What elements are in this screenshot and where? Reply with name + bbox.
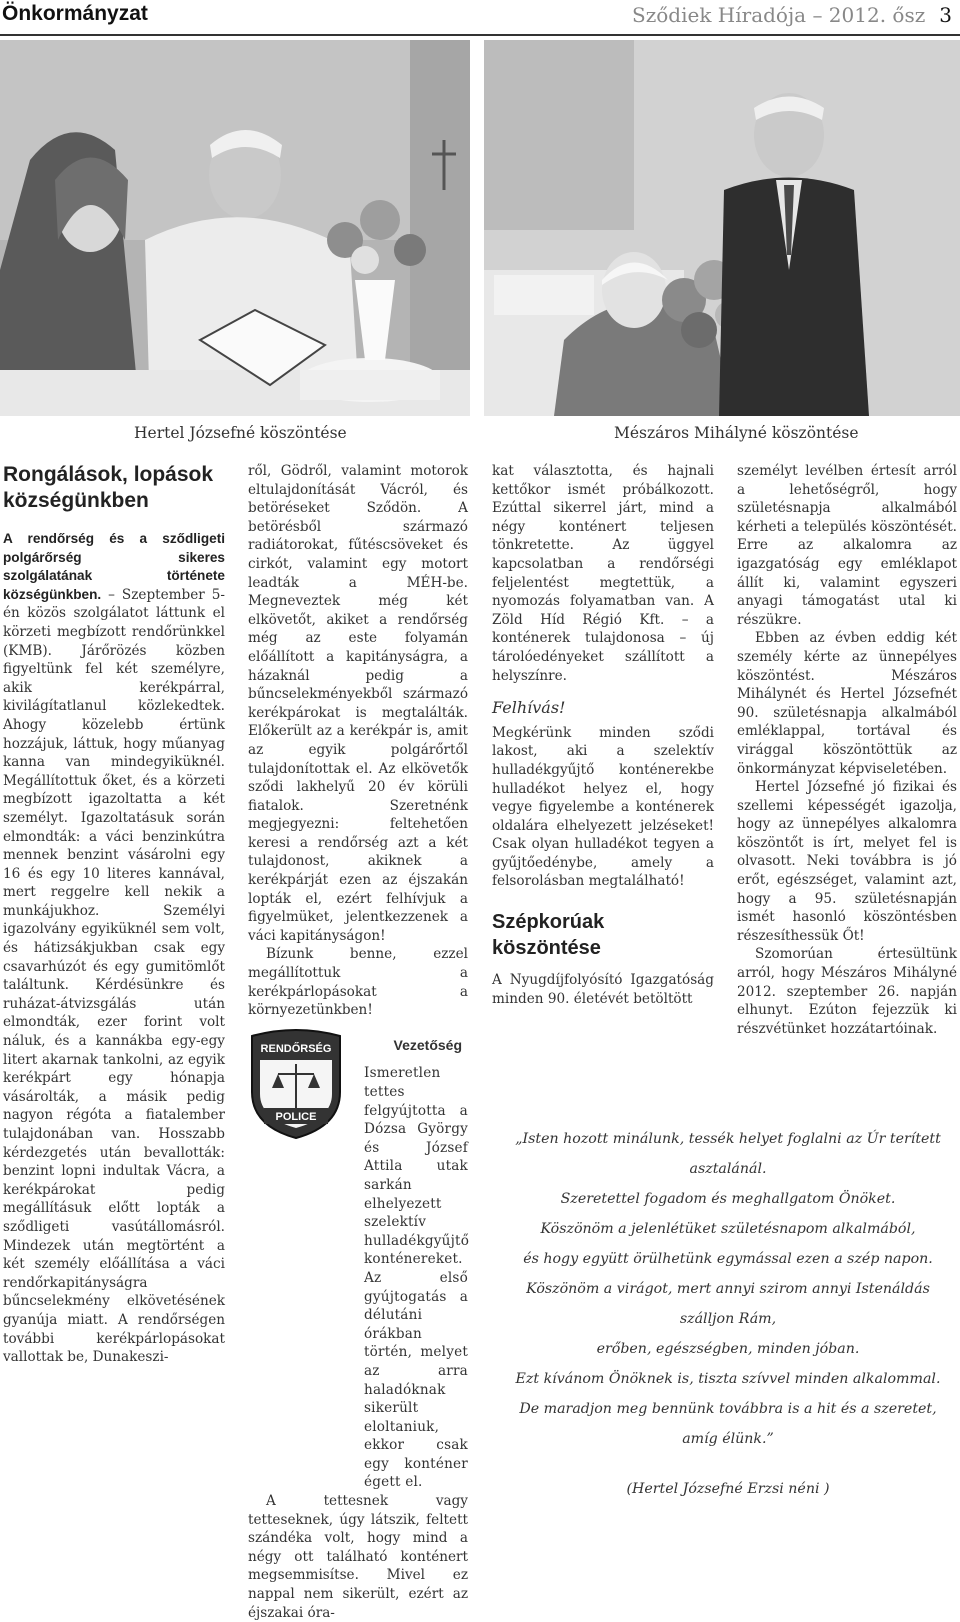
section-title: Önkormányzat — [2, 2, 148, 25]
article-text-col1: – Szeptember 5-én közös szolgálatot láttunk el körzeti megbízott rendőrünkkel (KMB). Járőrözés közben figyeltünk fel két személyre, akik kerékpárral, kivilágítatlanul közlekedtek. Ahogy közelebb értünk hozzájuk, láttuk, hogy műanyag kanna van mindegyiküknél. Megállítottuk őket, és a körzeti megbízott igazoltatta a két személyt. Igazoltatásuk során elmondták: a váci benzinkútra mennek benzint vásárolni egy 16 és egy 10 literes kannával, mert reggelre kell nekik a munkájukhoz. Személyi igazolvány egyiküknél sem volt, és hátizsákjukban csak egy csavarhúzót és egy gumitömlőt találtunk. Kérdésünkre és ruházat-átvizsgálás után elmondták, ezer forint volt náluk, és a kannákba egy-egy litert akarnak tankolni, az egyik kerékpárt egy hónapja vásárolták, a másik pedig nagyon régóta a fiatalember tulajdonában van. Hosszabb kérdezgetés után bevallották: benzint lopni indultak Vácra, a kerékpárokat pedig megállításuk előtt lopták a sződligeti vasútállomásról. Mindezek után megtörtént a két személy előállítása a váci rendőrkapitányságra bűncselekmény elkövetésének gyanúja miatt. A rendőrségen további kerékpárlopásokat vallottak be, Dunakeszi- — [3, 586, 225, 1366]
photo-caption-left: Hertel Józsefné köszöntése — [134, 424, 347, 442]
quote-line: Ezt kívánom Önöknek is, tiszta szívvel minden alkalommal. — [515, 1371, 941, 1387]
elderly-text-col3: A Nyugdíjfolyósító Igazgatóság minden 90. életévét betöltött — [492, 972, 714, 1007]
page-number: 3 — [939, 3, 952, 27]
page-header — [0, 0, 960, 36]
elderly-text-p4: Szomorúan értesültünk arról, hogy Mészáros Mihályné 2012. szeptember 26. napján elhunyt. Ezúton fejezzük ki részvétünket hozzátartóinak. — [737, 946, 957, 1037]
quote-line: Köszönöm a virágot, mert annyi szirom annyi Istenáldás szálljon Rám, — [526, 1281, 930, 1327]
elderly-text-p1: személyt levélben értesít arról a lehetőségről, hogy születésnapja alkalmából kérheti a település köszöntését. Erre az alkalomra az igazgatóság egy emléklapot állít ki, valamint egyszeri anyagi támogatást utal ki részükre. — [737, 463, 957, 628]
photo-meszaros-greeting — [484, 40, 960, 416]
photo-hertel-greeting — [0, 40, 470, 416]
svg-text:RENDŐRSÉG: RENDŐRSÉG — [260, 1043, 332, 1055]
column-4 — [737, 462, 957, 1038]
notice-text: Megkérünk minden sződi lakost, aki a szelektív hulladékgyűjtő konténerekbe hulladékot helyez el, hogy vegye figyelembe a konténerek oldalára elhelyezett jelzéseket! Csak olyan hulladékot tegyen a gyűjtőedénybe, amely a felsorolásban megtalálható! — [492, 724, 714, 890]
article-text-col2-p1: ről, Gödről, valamint motorok eltulajdonítását Vácról, és betöréseket Sződön. A betörésből származó radiátorokat, fűtéscsöveket és cirkót, valamint egy motort leadták a MÉH-be. Megneveztek még két elkövetőt, akiket a rendőrség még az este folyamán előállított a kapitányságra, a házaknál pedig a bűncselekményekből származó kerékpárokat is megtalálták. Előkerült az a kerékpár is, amit az egyik polgárőrtől tulajdonítottak el. Az elkövetők sződi lakhelyű 20 év körüli fiatalok. Szeretnénk megjegyezni: feltehetően keresi a rendőrség azt a két tulajdonost, akiknek a kerékpárját ezen az éjszakán lopták el, ezért felhívjuk a figyelmüket, jelentkezzenek a váci kapitányságon! — [248, 463, 468, 944]
article-body-col1 — [3, 530, 225, 1367]
arson-text-p1: Ismeretlen tettes felgyújtotta a Dózsa György és József Attila utak sarkán elhelyezett szelektív hulladékgyűjtő konténereket. Az első gyújtogatás a délutáni órákban történ, melyet az arra haladóknak sikerült eloltaniuk, ekkor csak egy konténer égett el. — [364, 1065, 470, 1491]
photo-caption-right: Mészáros Mihályné köszöntése — [614, 424, 859, 442]
quote-line: Szeretettel fogadom és meghallgatom Önöket. — [560, 1191, 896, 1207]
column-3 — [492, 462, 714, 1008]
quote-attribution: (Hertel Józsefné Erzsi néni ) — [626, 1481, 830, 1497]
article-text-col2-p2: Bízunk benne, ezzel megállítottuk a kerékpárlopásokat a környezetünkben! — [248, 946, 468, 1019]
article-signature: Vezetőség — [393, 1036, 462, 1053]
quote-line: De maradjon meg bennünk továbbra is a hit és a szeretet, amíg élünk.” — [519, 1401, 937, 1447]
publication-name: Sződiek Híradója – 2012. ősz — [632, 3, 926, 27]
arson-text-col3: kat választotta, és hajnali kettőkor ismét próbálkozott. Ezúttal sikerrel járt, mind a négy konténert teljesen tönkretette. Az üggyel kapcsolatban a rendőrségi feljelentést megtettük, a nyomozás folyamatban van. A Zöld Híd Régió Kft. – a konténerek tulajdonosa – új tárolóedényeket szállított a helyszínre. — [492, 463, 714, 684]
elderly-text-p3: Hertel Józsefné jó fizikai és szellemi képességét igazolja, hogy az ünnepélyes alkalomra köszöntőt is írt, melyet fel is olvasott. Neki továbbra is jó erőt, egészséget, valamint azt, hogy a 95. születésnapján ismét hasonló köszöntésben részesíthessük Őt! — [737, 779, 957, 944]
notice-title: Felhívás! — [492, 698, 566, 718]
elderly-text-p2: Ebben az évben eddig két személy kérte az ünnepélyes köszöntést. Mészáros Mihálynét és Hertel Józsefnét 90. születésnapja alkalmából emléklappal, tortával és virággal köszöntöttük az önkormányzat képviseletében. — [737, 630, 957, 777]
article-headline-thefts: Rongálások, lopások községünkben — [3, 463, 214, 512]
publication-line — [632, 3, 952, 27]
quote-line: és hogy együtt örülhetünk egymással ezen a szép napon. — [523, 1251, 933, 1267]
arson-text-p2: A tettesnek vagy tetteseknek, úgy látszik, feltett szándéka volt, hogy mind a négy ott található konténert megsemmisítse. Mivel ez nappal nem sikerült, ezért az éjszakai óra- — [248, 1493, 468, 1621]
column-1 — [3, 462, 225, 1367]
police-badge-logo — [246, 1030, 346, 1140]
article-lead: A rendőrség és a sződligeti polgárőrség sikeres szolgálatának története községünkben. — [3, 531, 225, 602]
birthday-speech-quote — [500, 1124, 956, 1504]
quote-line: „Isten hozott minálunk, tessék helyet foglalni az Úr terített asztalánál. — [515, 1131, 941, 1177]
quote-line: erőben, egészségben, minden jóban. — [596, 1341, 860, 1357]
article-headline-elderly: Szépkorúak köszöntése — [492, 911, 605, 960]
quote-line: Köszönöm a jelenlétüket születésnapom alkalmából, — [540, 1221, 916, 1237]
svg-text:POLICE: POLICE — [275, 1111, 317, 1123]
